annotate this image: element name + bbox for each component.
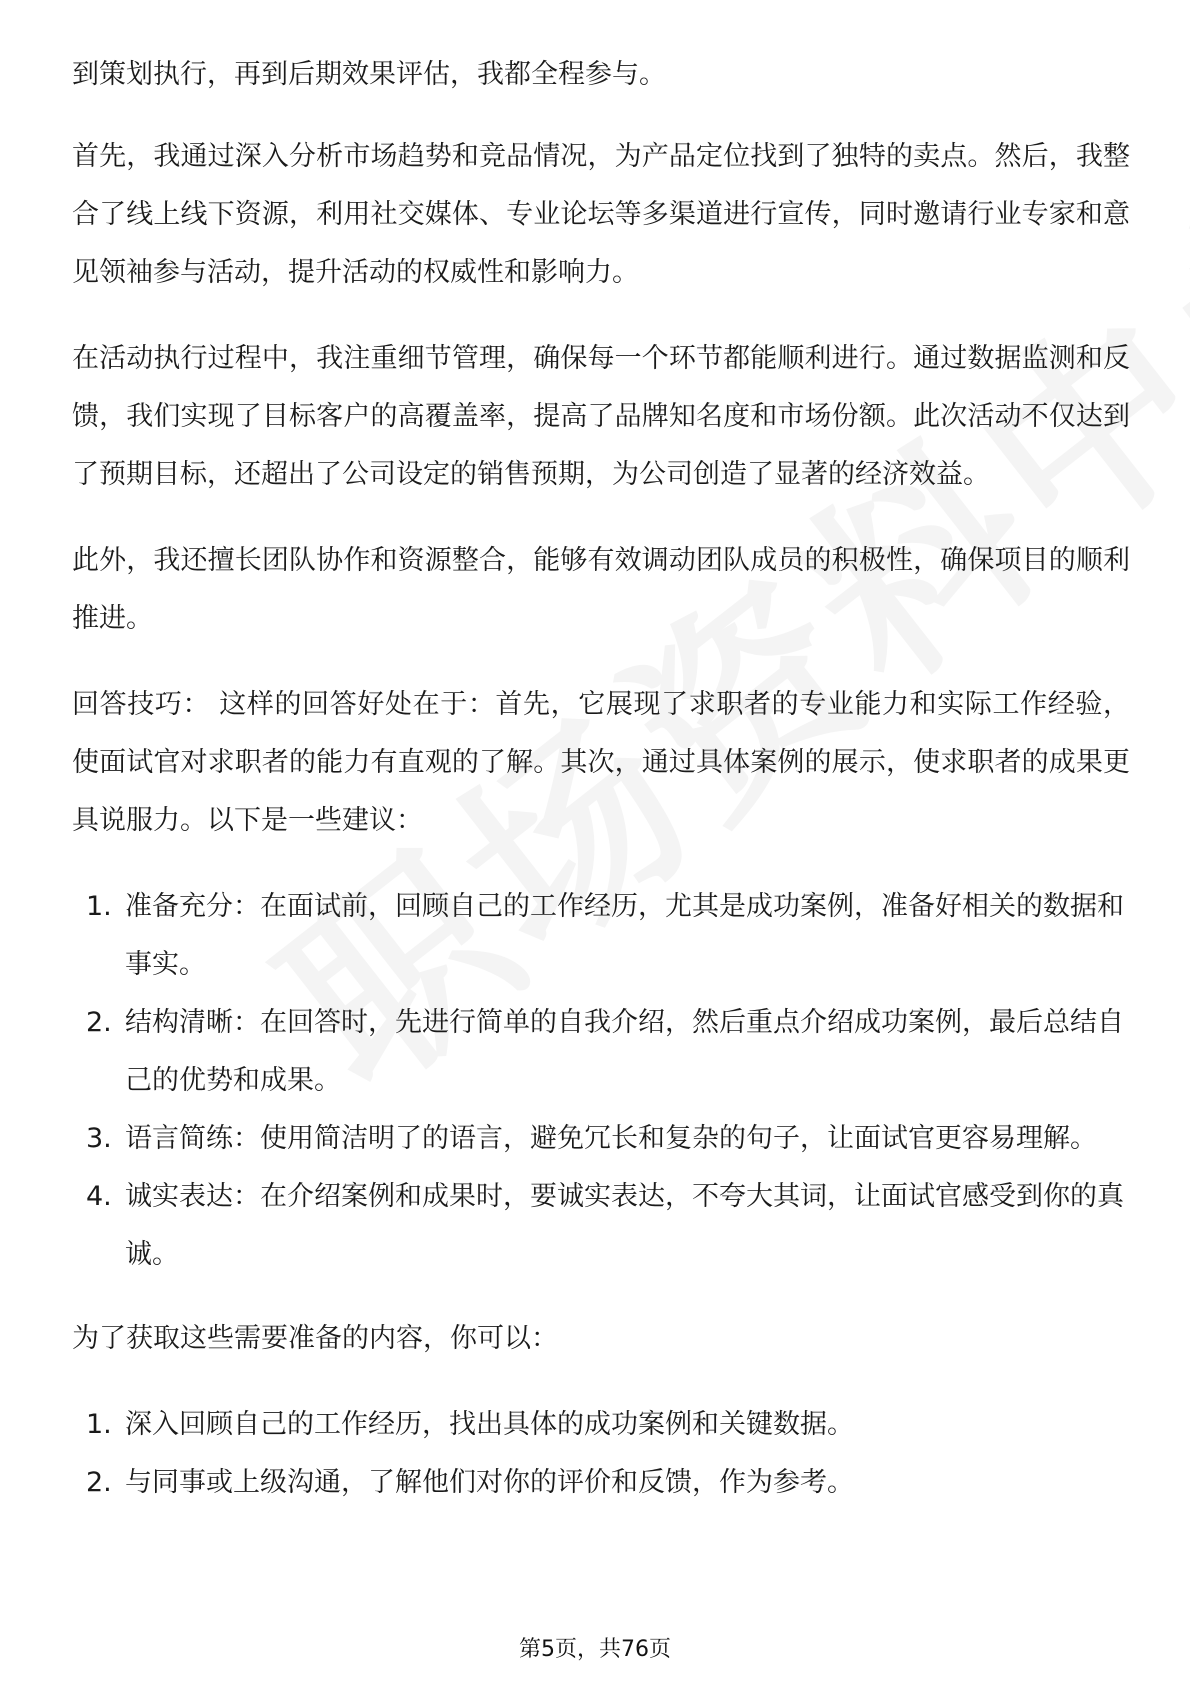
list-number: 2. [86, 1467, 112, 1498]
list-text: 准备充分：在面试前，回顾自己的工作经历，尤其是成功案例，准备好相关的数据和事实。 [125, 891, 1124, 980]
list-text: 与同事或上级沟通，了解他们对你的评价和反馈，作为参考。 [125, 1467, 854, 1498]
paragraph-answer-tips: 回答技巧： 这样的回答好处在于：首先，它展现了求职者的专业能力和实际工作经验，使面试官对求职者的能力有直观的了解。其次，通过具体案例的展示，使求职者的成果更具说服力。以下是一些建议： [72, 689, 1130, 836]
list-text: 结构清晰：在回答时，先进行简单的自我介绍，然后重点介绍成功案例，最后总结自己的优势和成果。 [125, 1007, 1124, 1096]
document-body [72, 46, 1130, 1538]
list-text: 语言简练：使用简洁明了的语言，避免冗长和复杂的句子，让面试官更容易理解。 [125, 1123, 1097, 1154]
list-number: 2. [86, 1007, 112, 1038]
page-footer: 第5页，共76页 [519, 1637, 671, 1662]
list-text: 深入回顾自己的工作经历，找出具体的成功案例和关键数据。 [125, 1409, 854, 1440]
list-item [72, 1168, 1130, 1284]
list-text: 诚实表达：在介绍案例和成果时，要诚实表达，不夸大其词，让面试官感受到你的真诚。 [125, 1181, 1124, 1270]
paragraph-strategy: 首先，我通过深入分析市场趋势和竞品情况，为产品定位找到了独特的卖点。然后，我整合了线上线下资源，利用社交媒体、专业论坛等多渠道进行宣传，同时邀请行业专家和意见领袖参与活动，提升活动的权威性和影响力。 [72, 141, 1130, 288]
list-item [72, 1454, 1130, 1512]
paragraph-intro: 到策划执行，再到后期效果评估，我都全程参与。 [72, 59, 666, 90]
paragraph-execution: 在活动执行过程中，我注重细节管理，确保每一个环节都能顺利进行。通过数据监测和反馈，我们实现了目标客户的高覆盖率，提高了品牌知名度和市场份额。此次活动不仅达到了预期目标，还超出了公司设定的销售预期，为公司创造了显著的经济效益。 [72, 343, 1130, 490]
list-number: 1. [86, 1409, 112, 1440]
paragraph-prep-intro: 为了获取这些需要准备的内容，你可以： [72, 1323, 558, 1354]
list-item [72, 878, 1130, 994]
paragraph-teamwork: 此外，我还擅长团队协作和资源整合，能够有效调动团队成员的积极性，确保项目的顺利推进。 [72, 545, 1130, 634]
list-number: 1. [86, 891, 112, 922]
prep-steps-list [72, 1396, 1130, 1512]
list-number: 4. [86, 1181, 112, 1212]
list-item [72, 1396, 1130, 1454]
list-number: 3. [86, 1123, 112, 1154]
list-item [72, 1110, 1130, 1168]
tips-list [72, 878, 1130, 1284]
list-item [72, 994, 1130, 1110]
